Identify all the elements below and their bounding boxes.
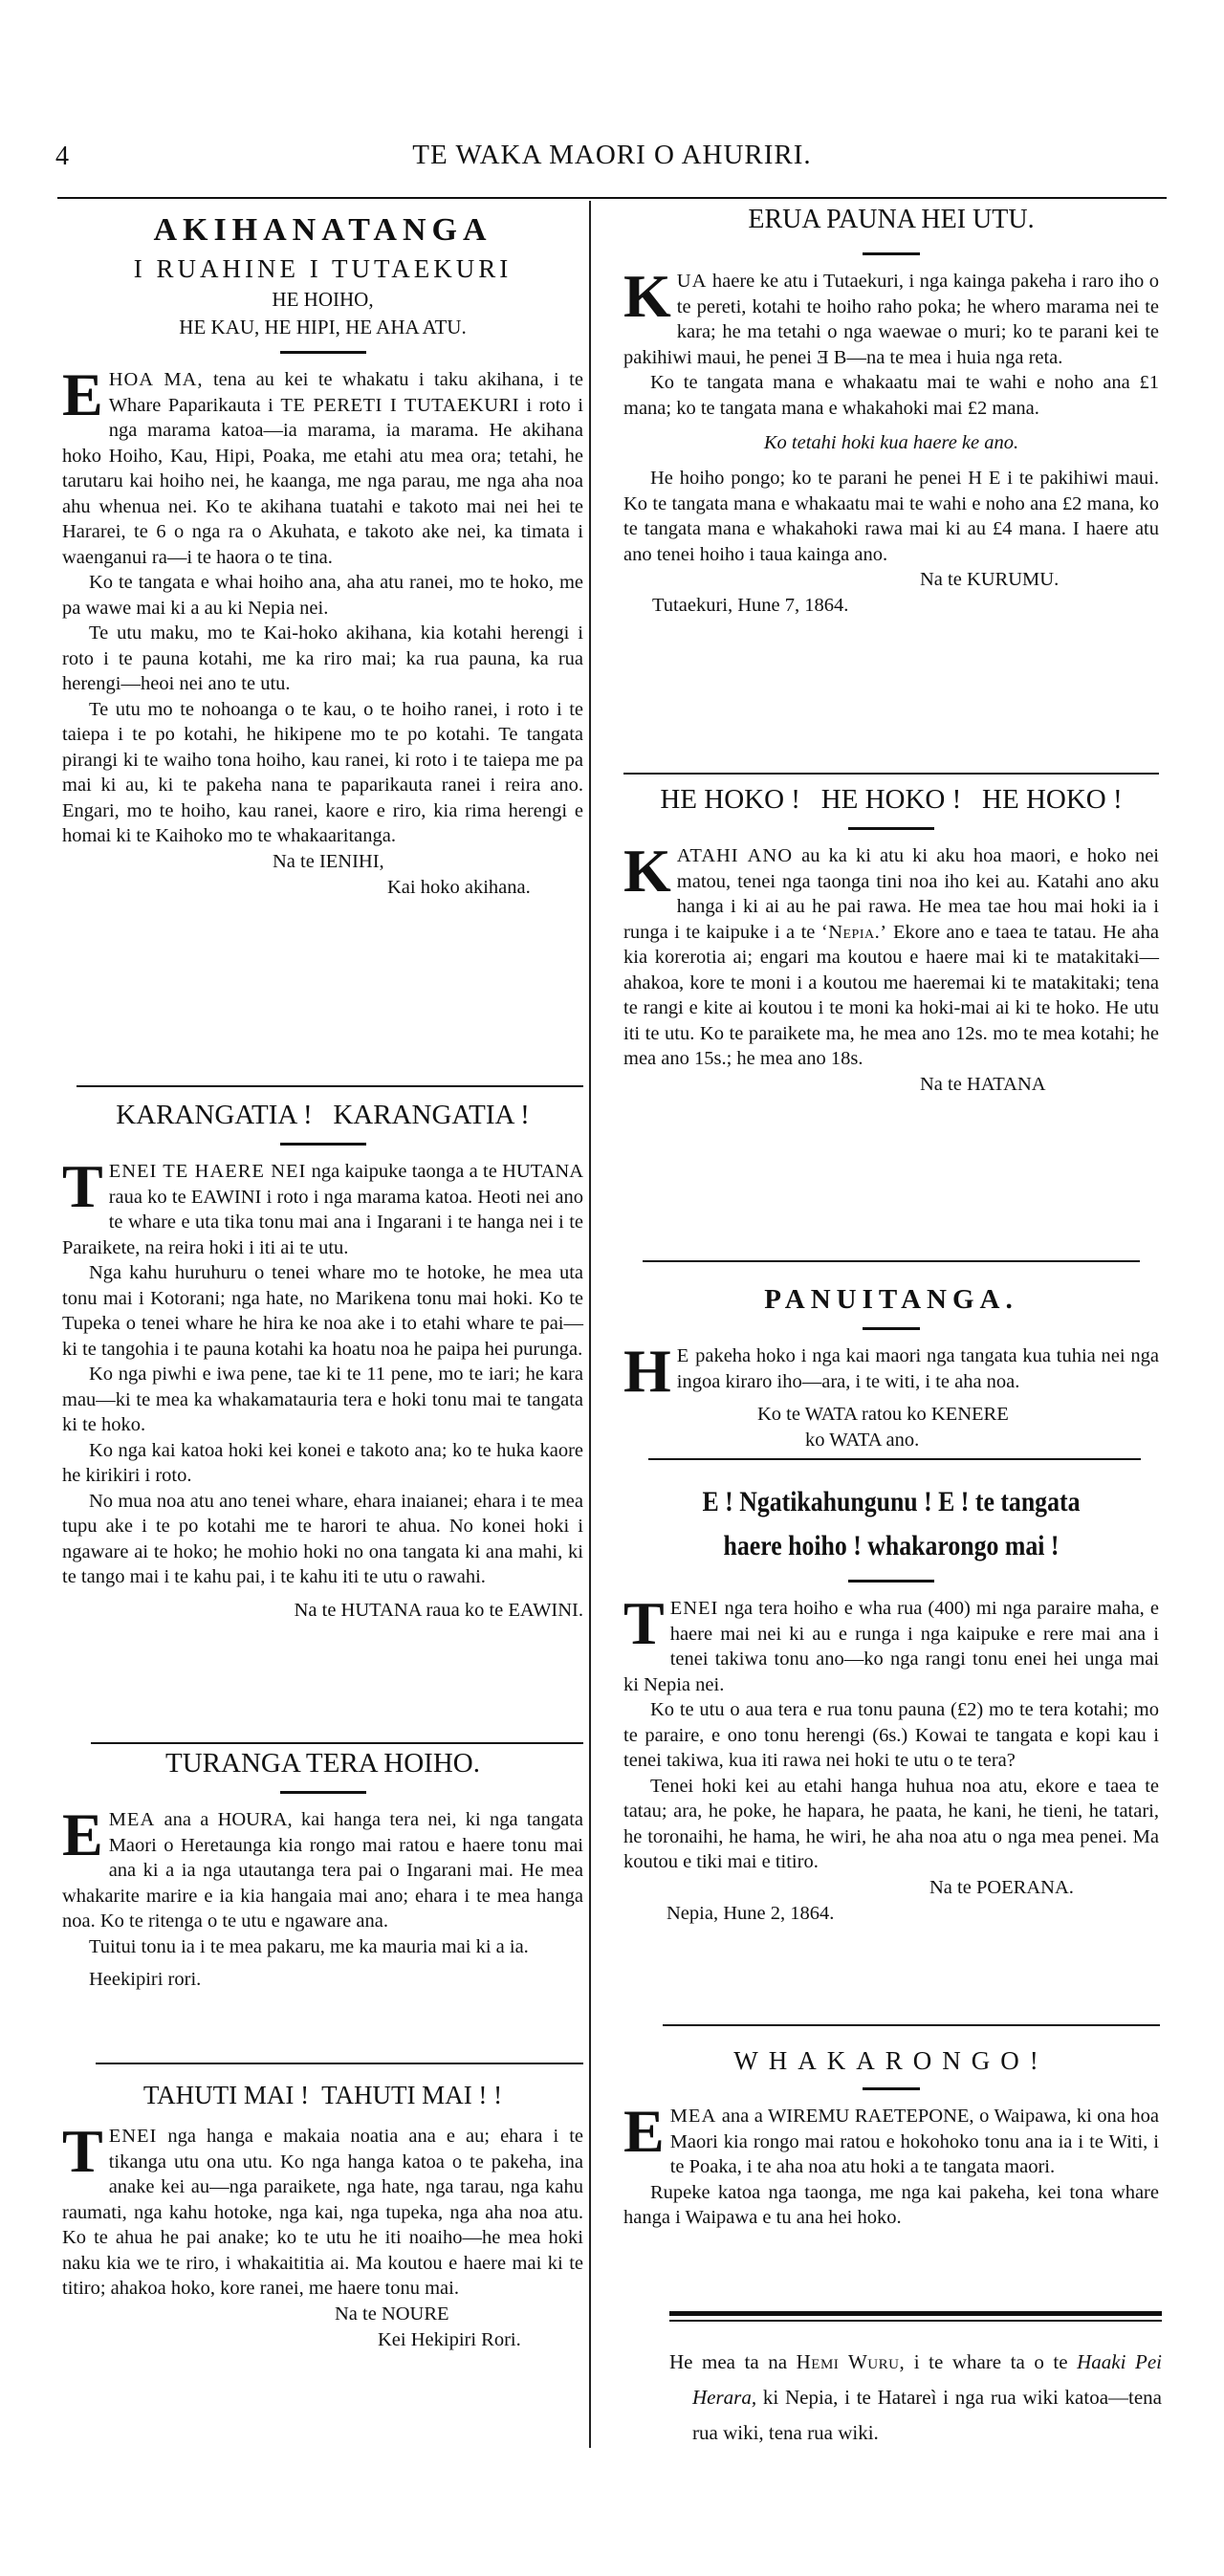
paragraph: Tenei hoki kei au etahi hanga huhua noa atu, ekore e taea te tatau; ara, he poke, he hapara, he paata, he kani, he tieni, he tatari, he toronaihi, he hama, he wiri, he aha noa atu o nga mea penei. Ma koutou e tiki mai e titiro.: [623, 1775, 1159, 1872]
notice-title: AKIHANATANGA: [153, 212, 492, 248]
paragraph: He hoiho pongo; ko te parani he penei H E i te pakihiwi maui. Ko te tangata mana e whakaatu mai te wahi e noho ana £2 mana, ko te tangata mana e whakahoki rawa mai ki au £4 mana. I haere atu ano tenei hoiho i taua kainga ano.: [623, 468, 1159, 565]
double-rule: [669, 2320, 1162, 2322]
text: ‘Nepia.’: [820, 921, 887, 943]
karangatia-notice: [62, 1100, 583, 1624]
notice-title: TAHUTI MAI ! TAHUTI MAI ! !: [142, 2081, 503, 2109]
section-rule: [91, 1742, 583, 1744]
lead-in: ATAHI ANO: [676, 845, 794, 866]
italic-subhead: Ko tetahi hoki kua haere ke ano.: [763, 432, 1019, 453]
dateline: Nepia, Hune 2, 1864.: [667, 1902, 835, 1924]
akihanatanga-notice: [62, 212, 583, 901]
signature: Na te HUTANA raua ko te EAWINI.: [294, 1599, 583, 1621]
text: He mea ta na: [669, 2350, 797, 2373]
drop-cap: T: [62, 1152, 103, 1220]
paragraph: [62, 1152, 583, 1260]
text: TE PERETI I TUTAEKURI: [280, 394, 519, 416]
turanga-notice: [62, 1748, 583, 1993]
section-rule: [96, 2063, 583, 2064]
divider: [280, 1791, 366, 1794]
drop-cap: T: [62, 2117, 103, 2185]
text: i te whare ta o te: [905, 2350, 1078, 2373]
colophon: [669, 2345, 1162, 2451]
section-rule: [623, 773, 1159, 775]
he-hoko-notice: [623, 784, 1159, 1098]
drop-cap: K: [623, 837, 671, 905]
text: haere ke atu i Tutaekuri, i nga kainga pakeha i raro iho o te pereti, kotahi te hoiho raho poka; he whero marama nei te kara; he ma tetahi o nga waewae o muri; ko te parani kei te pakihiwi maui, he penei: [623, 271, 1159, 368]
whakarongo-notice: [623, 2046, 1159, 2231]
column-rule: [589, 201, 591, 2448]
publication-name: Haaki Pei Herara,: [692, 2350, 1162, 2409]
text: Ekore ano e taea te tatau. He aha kia korerotia ai; engari ma koutou e haere mai ki te matakitaki—ahakoa, kore te moni i a koutou me haeremai ki te matakitaki; tena te rangi e kite ai koutou i te moni ka hoki-mai ai ki te hoko. He utu iti te utu. Ko te paraikete ma, he mea ano 12s. mo te mea kotahi; he mea ano 15s.; he mea ano 18s.: [623, 921, 1160, 1069]
masthead-title: TE WAKA MAORI O AHURIRI.: [412, 140, 812, 170]
section-rule: [648, 1458, 1141, 1460]
notice-title: haere hoiho ! whakarongo mai !: [723, 1530, 1060, 1561]
signature: ko WATA ano.: [805, 1430, 920, 1451]
signature: Kai hoko akihana.: [387, 876, 531, 898]
section-rule: [663, 2024, 1160, 2026]
paragraph: [623, 2097, 1159, 2180]
paragraph: Te utu mo te nohoanga o te kau, o te hoiho ranei, i roto i te taiepa i te po kotahi, he hikipene mo te po kotahi. Te tangata pirangi ki te waiho tona hoiho, kau ranei, ki roto i te taiepa me pa mai ki au, ki te pakeha nana te paparikauta ranei i reira ano. Engari, mo te hoiho, kau ranei, kaore e riro, kia rima herengi e homai ki te Kaihoko mo te whakaaritanga.: [62, 698, 583, 846]
lead-in: HOA MA,: [108, 369, 204, 390]
divider: [280, 1143, 366, 1146]
paragraph: [623, 1589, 1159, 1697]
paragraph: Heekipiri rori.: [89, 1969, 202, 1990]
drop-cap: E: [623, 2097, 665, 2165]
page-number: 4: [55, 142, 69, 171]
dateline: Tutaekuri, Hune 7, 1864.: [652, 595, 849, 616]
ngatikahungunu-notice: [623, 1480, 1159, 1927]
tahuti-notice: [62, 2081, 583, 2353]
colophon-text: [669, 2345, 1162, 2451]
paragraph: [623, 837, 1160, 1072]
divider: [848, 827, 934, 830]
signature: Kei Hekipiri Rori.: [378, 2328, 521, 2350]
paragraph: Ko te tangata e whai hoiho ana, aha atu ranei, mo te hoko, me pa wawe mai ki a au ki Nepia nei.: [62, 572, 583, 619]
signature: Na te KURUMU.: [920, 569, 1060, 590]
paragraph: [62, 1801, 583, 1934]
notice-subtitle: I RUAHINE I TUTAEKURI: [133, 254, 513, 283]
notice-subtitle: HE HOIHO,: [272, 288, 374, 311]
lead-in: UA: [676, 271, 708, 292]
printer-name: Hemi Wuru,: [796, 2350, 906, 2373]
divider: [280, 351, 366, 354]
notice-title: WHAKARONGO!: [733, 2046, 1049, 2075]
paragraph: Ko te utu o aua tera e rua tonu pauna (£2) mo te tera kotahi; mo te paraire, e ono tonu herengi (6s.) Kowai te tangata e kopi kau i tenei takiwa, kua iti rawa nei hoki te utu o te tera?: [623, 1699, 1159, 1771]
notice-title: KARANGATIA ! KARANGATIA !: [116, 1100, 530, 1130]
paragraph: [62, 360, 583, 570]
paragraph: Ko te tangata mana e whakaatu mai te wahi e noho ana £1 mana; ko te tangata mana e whakahoki mai £2 mana.: [623, 372, 1159, 419]
paragraph: [62, 2117, 583, 2302]
lead-in: E: [676, 1345, 690, 1366]
text: ki Nepia, i te Hatareì i nga rua wiki katoa—tena rua wiki, tena rua wiki.: [692, 2386, 1162, 2444]
text: nga kaipuke taonga a te HUTANA raua ko te EAWINI i roto i nga marama katoa. Heoti nei ano te whare e uta tika tonu mai ana i Ingarani i te hanga nei i te Paraikete, na reira hoki i iti ai te utu.: [62, 1161, 583, 1258]
text: ana a WIREMU RAETEPONE, o Waipawa, ki ona hoa Maori kia rongo mai ratou e hokohoko tonu ana ia i te Witi, i te Poaka, i te aha noa atu hoki a te tangata maori.: [669, 2106, 1159, 2177]
paragraph: Tuitui tonu ia i te mea pakaru, me ka mauria mai ki a ia.: [89, 1935, 529, 1957]
text: i roto i nga marama katoa—ia marama, ia marama. He akihana hoko Hoiho, Kau, Hipi, Poaka, me etahi atu mea ora; tetahi, he tarutaru kai hoiho nei, he kaanga, me nga parau, me nga aha noa ahu whenua nei. Ko te akihana tuatahi e takoto mai nei hei te Hararei, te 6 o nga ra o Akuhata, e takoto ake nei, ka timata i waenganui ra—i te haora o te tina.: [62, 394, 583, 568]
signature: Ko te WATA ratou ko KENERE: [757, 1404, 1009, 1425]
text: au ka ki atu ki aku hoa maori, e hoko nei matou, tenei nga taonga tini noa iho kei au. Katahi ano aku hanga i ki ai au he pai rawa. He mea tae hou mai hoki ia i runga i te kaipuke i a te: [623, 845, 1159, 943]
paragraph: Ko nga kai katoa hoki kei konei e takoto ana; ko te huka kaore he kirikiri i roto.: [62, 1439, 583, 1486]
paragraph: Ko nga piwhi e iwa pene, tae ki te 11 pene, mo te iari; he kara mau—ki te mea ka whakamatauria tera e hoki tonu mai te tangata ki te hoko.: [62, 1364, 583, 1435]
divider: [863, 1327, 920, 1330]
header-rule: [57, 197, 1167, 199]
paragraph: [623, 1337, 1159, 1405]
notice-title: HE HOKO ! HE HOKO ! HE HOKO !: [660, 784, 1123, 815]
text: tena au kei te whakatu i taku akihana, i te Whare Paparikauta i: [108, 369, 583, 416]
brand-mark: Ǝ: [817, 346, 829, 368]
notice-title: E ! Ngatikahungunu ! E ! te tangata: [702, 1486, 1081, 1517]
paragraph: Rupeke katoa nga taonga, me nga kai pakeha, kei tona whare hanga i Waipawa e tu ana hei hoko.: [623, 2181, 1159, 2228]
section-rule: [76, 1085, 583, 1087]
double-rule: [669, 2311, 1162, 2316]
lead-in: ENEI: [108, 2126, 158, 2147]
text: ana a HOURA, kai hanga tera nei, ki nga tangata Maori o Heretaunga kia rongo mai ratou e haere tonu mai ana ki a ia nga utautanga tera pai o Ingarani mai. He mea whakarite marire e ia kia hangaia mai ano; ehara i te mea hanga noa. Ko te ritenga o te utu e ngaware ana.: [62, 1809, 583, 1932]
lead-in: ENEI TE HAERE NEI: [108, 1161, 307, 1182]
drop-cap: T: [623, 1589, 665, 1657]
text: B—na te mea i huia nga reta.: [828, 346, 1063, 368]
signature: Na te IENIHI,: [273, 850, 384, 872]
section-rule: [643, 1260, 1140, 1262]
erua-pauna-notice: [623, 205, 1159, 619]
text: nga hanga e makaia noatia ana e au; ehara i te tikanga utu ona utu. Ko nga hanga katoa o te pakeha, ina anake kei au—nga paraikete, nga hate, nga tarau, nga kahu raumati, nga kahu hotoke, nga kai, nga tupeka, nga aha noa atu. Ko te ahua he pai anake; ko te utu he iti noaiho—he mea hoki naku kia we te riro, i whakaititia ai. Ma koutou e haere mai ki te titiro; ahakoa hoko, kore ranei, me haere tonu mai.: [62, 2126, 583, 2299]
notice-subtitle: HE KAU, HE HIPI, HE AHA ATU.: [179, 316, 467, 338]
text: pakeha hoko i nga kai maori nga tangata kua tuhia nei nga ingoa kiraro iho—ara, i te witi, i te aha noa.: [676, 1345, 1159, 1392]
notice-title: PANUITANGA.: [764, 1284, 1018, 1315]
paragraph: Nga kahu huruhuru o tenei whare mo te hotoke, he mea uta tonu mai i Kotorani; nga hate, no Marikena tonu mai hoki. Ko te Tupeka o tenei whare he hira ke noa ake i to etahi whare te pai—ki te tangohia i te pauna kotahi ka hoatu noa he paipa hei purunga.: [62, 1262, 583, 1360]
panuitanga-notice: [623, 1284, 1159, 1453]
drop-cap: E: [62, 360, 103, 428]
signature: Na te HATANA: [920, 1073, 1046, 1095]
divider: [863, 2087, 920, 2090]
divider: [848, 1580, 934, 1583]
notice-title: TURANGA TERA HOIHO.: [165, 1748, 480, 1779]
paragraph: Te utu maku, mo te Kai-hoko akihana, kia kotahi herengi i roto i te pauna kotahi, me ka riro mai; ka rua pauna, ka rua herengi—heoi nei ano te utu.: [62, 622, 583, 694]
drop-cap: H: [623, 1337, 671, 1405]
lead-in: ENEI: [669, 1598, 719, 1619]
divider: [863, 252, 920, 255]
paragraph: No mua noa atu ano tenei whare, ehara inaianei; ehara i te mea tupu ake i te po kotahi me te harori te ahua. No konei hoki i ngaware ai te hoko; he mohio hoki no ona tangata ki ana mahi, ki te tango mai i te kahu pai, i te kahu iti te utu o rawahi.: [62, 1490, 583, 1587]
drop-cap: K: [623, 262, 671, 330]
paragraph: [623, 262, 1159, 370]
signature: Na te NOURE: [335, 2303, 449, 2325]
drop-cap: E: [62, 1801, 103, 1868]
notice-title: ERUA PAUNA HEI UTU.: [748, 205, 1035, 234]
lead-in: MEA: [108, 1809, 156, 1830]
text: nga tera hoiho e wha rua (400) mi nga paraire maha, e haere mai nei ki au e runga i nga kaipuke e rere mai ana i tenei takiwa tonu ano—ko nga rangi tonu enei hei unga mai ki Nepia nei.: [623, 1598, 1159, 1695]
lead-in: MEA: [669, 2106, 717, 2127]
signature: Na te POERANA.: [929, 1876, 1074, 1898]
